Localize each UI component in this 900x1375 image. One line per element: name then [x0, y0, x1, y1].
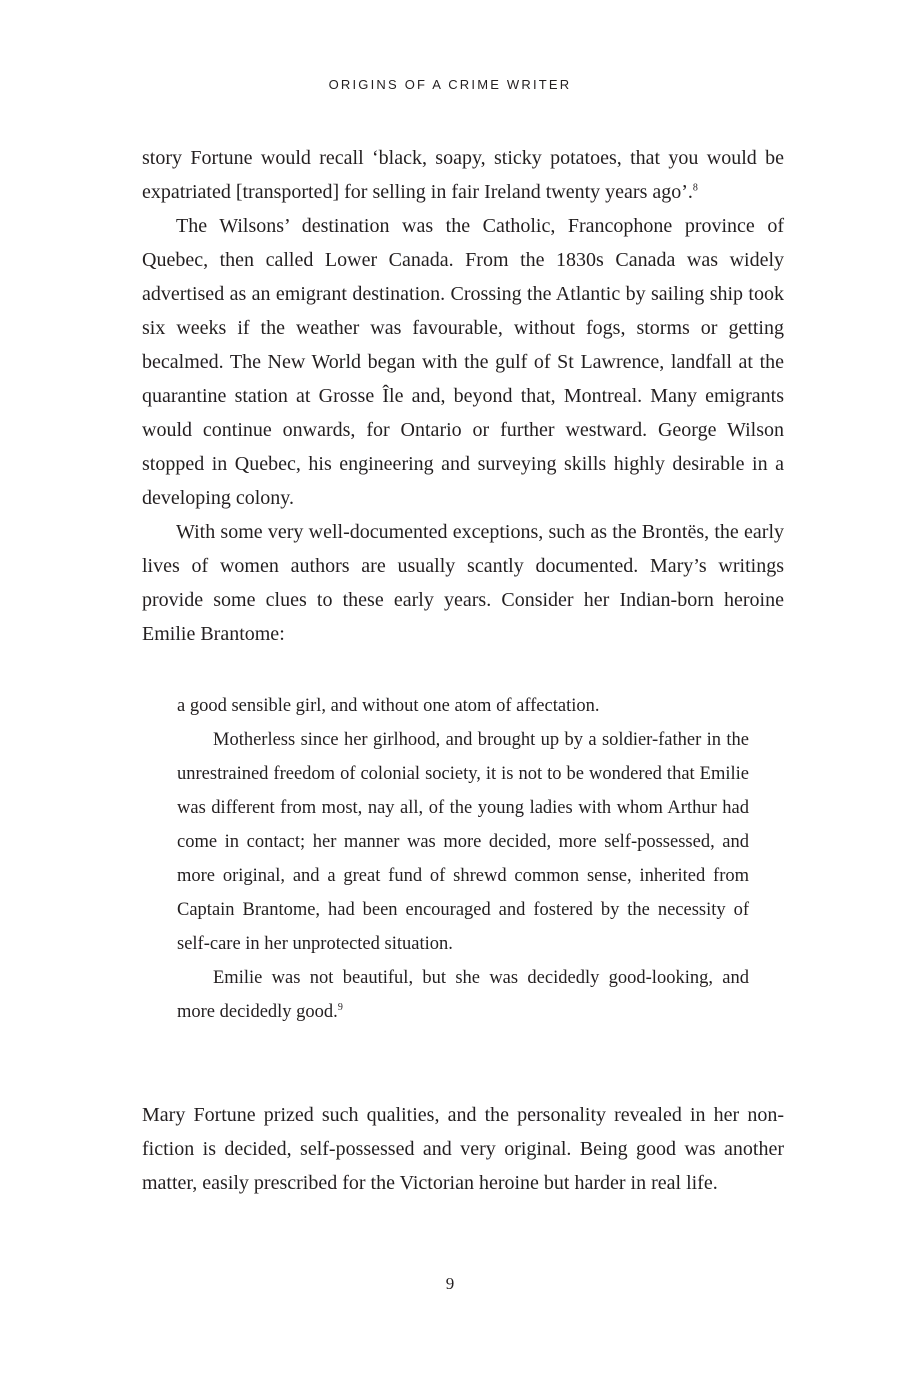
- paragraph: [142, 515, 784, 651]
- running-head: ORIGINS OF A CRIME WRITER: [328, 77, 572, 92]
- paragraph: [142, 141, 784, 209]
- paragraph-text: Mary Fortune prized such qualities, and the personality revealed in her non-fiction is decided, self-possessed and very original. Being good was another matter, easily prescribed for the Victorian heroine but harder in real life.: [142, 1104, 784, 1194]
- footnote-marker: 8: [692, 182, 698, 194]
- quote-text: Motherless since her girlhood, and brought up by a soldier-father in the unrestrained freedom of colonial society, it is not to be wondered that Emilie was different from most, nay all, of the young ladies with whom Arthur had come in contact; her manner was more decided, more self-possessed, and more original, and a great fund of shrewd common sense, inherited from Captain Brantome, had been encouraged and fostered by the necessity of self-care in her unprotected situation.: [177, 730, 749, 954]
- quote-paragraph: [177, 689, 749, 723]
- body-text-top: [142, 141, 784, 651]
- paragraph-text: story Fortune would recall ‘black, soapy, sticky potatoes, that you would be expatriated [transported] for selling in fair Ireland twenty years ago’.: [142, 147, 784, 203]
- paragraph: [142, 209, 784, 515]
- quote-text: Emilie was not beautiful, but she was decidedly good-looking, and more decidedly good.: [177, 968, 749, 1022]
- page-number: 9: [445, 1274, 455, 1293]
- paragraph: [142, 1098, 784, 1200]
- quote-paragraph: [177, 723, 749, 961]
- quote-text: a good sensible girl, and without one atom of affectation.: [177, 696, 600, 716]
- quote-paragraph: [177, 961, 749, 1029]
- paragraph-text: With some very well-documented exceptions, such as the Brontës, the early lives of women authors are usually scantly documented. Mary’s writings provide some clues to these early years. Consider her Indian-born heroine Emilie Brantome:: [142, 521, 784, 645]
- footnote-marker: 9: [337, 1001, 343, 1013]
- paragraph-text: The Wilsons’ destination was the Catholic, Francophone province of Quebec, then called Lower Canada. From the 1830s Canada was widely advertised as an emigrant destination. Crossing the Atlantic by sailing ship took six weeks if the weather was favourable, without fogs, storms or getting becalmed. The New World began with the gulf of St Lawrence, landfall at the quarantine station at Grosse Île and, beyond that, Montreal. Many emigrants would continue onwards, for Ontario or further westward. George Wilson stopped in Quebec, his engineering and surveying skills highly desirable in a developing colony.: [142, 215, 784, 509]
- block-quote: [177, 689, 749, 1029]
- body-text-bottom: [142, 1098, 784, 1200]
